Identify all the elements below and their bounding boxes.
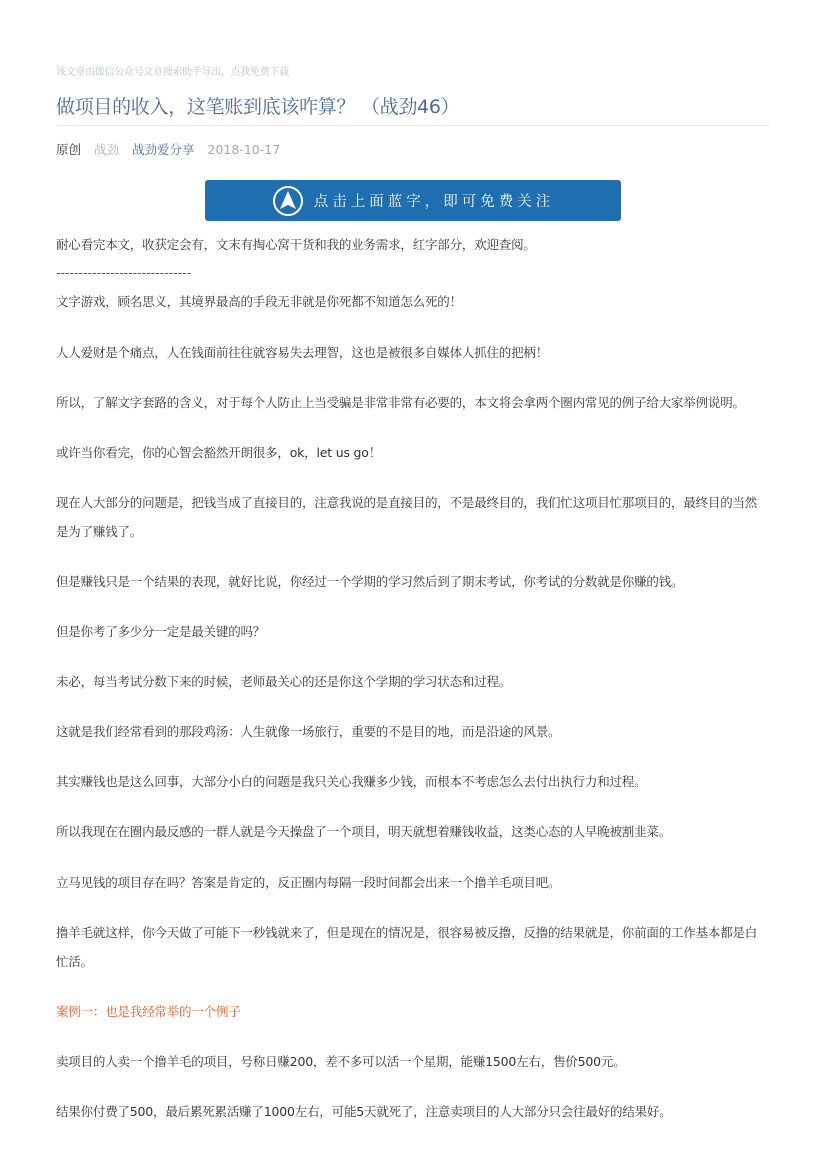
original-tag: 原创 [56,142,82,157]
compass-arrow-icon [272,185,304,217]
paragraph-3: 所以，了解文字套路的含义，对于每个人防止上当受骗是非常非常有必要的，本文将会拿两个圈内常见的例子给大家举例说明。 [56,395,745,410]
paragraph-4: 或许当你看完，你的心智会豁然开朗很多，ok，let us go！ [56,445,382,460]
paragraph-6: 但是赚钱只是一个结果的表现，就好比说，你经过一个学期的学习然后到了期末考试，你考试的分数就是你赚的钱。 [56,574,684,589]
paragraph-5-line-1: 现在人大部分的问题是，把钱当成了直接目的，注意我说的是直接目的，不是最终目的，我们忙这项目忙那项目的，最终目的当然 [56,495,758,510]
paragraph-13-line-2: 忙活。 [56,954,93,969]
paragraph-14: 卖项目的人卖一个撸羊毛的项目，号称日赚200，差不多可以活一个星期，能赚1500左右，售价500元。 [56,1054,626,1069]
author-name: 战劲 [94,142,120,157]
paragraph-13-line-1: 撸羊毛就这样，你今天做了可能下一秒钱就来了，但是现在的情况是，很容易被反撸，反撸的结果就是，你前面的工作基本都是白 [56,925,758,940]
paragraph-2: 人人爱财是个痛点，人在钱面前往往就容易失去理智，这也是被很多自媒体人抓住的把柄！ [56,345,549,360]
intro-paragraph: 耐心看完本文，收获定会有，文末有掏心窝干货和我的业务需求，红字部分，欢迎查阅。 [56,237,536,252]
paragraph-11: 所以我现在在圈内最反感的一群人就是今天操盘了一个项目，明天就想着赚钱收益，这类心态的人早晚被割韭菜。 [56,824,672,839]
paragraph-10: 其实赚钱也是这么回事，大部分小白的问题是我只关心我赚多少钱，而根本不考虑怎么去付出执行力和过程。 [56,774,647,789]
account-link[interactable]: 战劲爱分享 [132,142,195,157]
paragraph-1: 文字游戏，顾名思义，其境界最高的手段无非就是你死都不知道怎么死的！ [56,294,462,309]
paragraph-15: 结果你付费了500，最后累死累活赚了1000左右，可能5天就死了，注意卖项目的人大部分只会往最好的结果好。 [56,1104,672,1119]
paragraph-5-line-2: 是为了赚钱了。 [56,524,143,539]
publish-date: 2018-10-17 [207,142,281,157]
paragraph-9: 这就是我们经常看到的那段鸡汤：人生就像一场旅行，重要的不是目的地，而是沿途的风景。 [56,724,561,739]
paragraph-12: 立马见钱的项目存在吗？答案是肯定的，反正圈内每隔一段时间都会出来一个撸羊毛项目吧。 [56,875,561,890]
dashed-divider: ------------------------------ [56,265,192,280]
paragraph-7: 但是你考了多少分一定是最关键的吗？ [56,624,266,639]
follow-banner[interactable] [205,180,621,221]
paragraph-8: 未必，每当考试分数下来的时候，老师最关心的还是你这个学期的学习状态和过程。 [56,674,512,689]
export-notice-link[interactable]: 该文章由微信公众号文章搜索助手导出，点我免费下载 [56,67,289,78]
title-divider [56,125,770,126]
case-heading: 案例一：也是我经常举的一个例子 [56,1004,241,1019]
article-meta [56,140,289,158]
follow-banner-text: 点击上面蓝字，即可免费关注 [313,194,555,210]
article-title: 做项目的收入，这笔账到底该咋算？ （战劲46） [56,96,460,118]
